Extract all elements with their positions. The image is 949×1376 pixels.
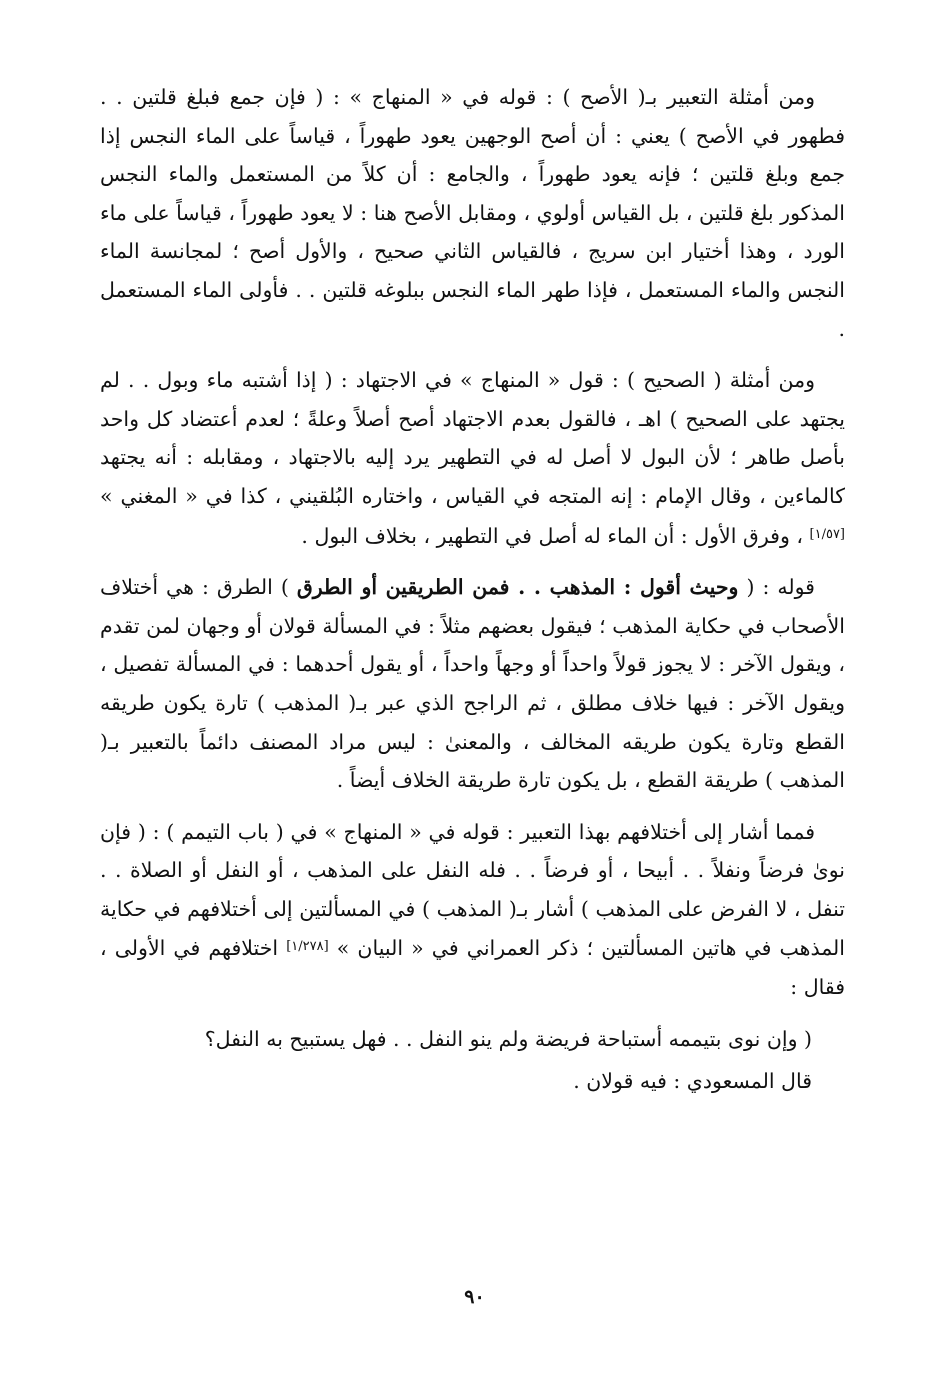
- reference-marker: [١/٥٧]: [809, 526, 845, 542]
- paragraph-madhhab-text: ) الطرق : هي أختلاف الأصحاب في حكاية المذهب ؛ فيقول بعضهم مثلاً : في المسألة قولان أو وجهان لمن تقدم ، ويقول الآخر : لا يجوز قولاً واحداً أو وجهاً واحداً ، أو يقول أحدهما : في المسألة تفصيل ، ويقول الآخر : فيها خلاف مطلق ، ثم الراجح الذي عبر بـ( المذهب ) تارة يكون طريقه القطع وتارة يكون طريقه المخالف ، والمعنىٰ : ليس مراد المصنف دائماً بالتعبير بـ( المذهب ) طريقة القطع ، بل يكون تارة طريقة الخلاف أيضاً .: [100, 575, 845, 793]
- paragraph-tayammum-text: فمما أشار إلى أختلافهم بهذا التعبير : قوله في « المنهاج » في ( باب التيمم ) : ( فإن نوىٰ فرضاً ونفلاً . . أبيحا ، أو فرضاً . . فله النفل على المذهب ، أو النفل أو الصلاة . . تنفل ، لا الفرض على المذهب ) أشار بـ( المذهب ) في المسألتين إلى أختلافهم في حكاية المذهب في هاتين المسألتين ؛ ذكر العمراني في « البيان »: [100, 819, 845, 961]
- paragraph-madhhab-definition: [100, 568, 845, 800]
- block-quote-line-1: ( وإن نوى بتيممه أستباحة فريضة ولم ينو النفل . . فهل يستبيح به النفل؟: [204, 1026, 812, 1051]
- paragraph-sahih-continuation: ، وفرق الأول : أن الماء له أصل في التطهير ، بخلاف البول .: [301, 523, 803, 548]
- block-quote-line-2: قال المسعودي : فيه قولان .: [573, 1069, 812, 1094]
- reference-marker: [١/٢٧٨]: [286, 939, 329, 955]
- paragraph-tayammum: [100, 813, 845, 1007]
- bold-quote: وحيث أقول : المذهب . . فمن الطريقين أو الطرق: [296, 575, 739, 600]
- paragraph-tayammum-continuation: اختلافهم في الأولى ، فقال :: [100, 936, 845, 1000]
- paragraph-asahh: ومن أمثلة التعبير بـ( الأصح ) : قوله في « المنهاج » : ( فإن جمع فبلغ قلتين . . فطهور في الأصح ) يعني : أن أصح الوجهين يعود طهوراً ، قياساً على الماء النجس إذا جمع وبلغ قلتين ؛ فإنه يعود طهوراً ، والجامع : أن كلاً من المستعمل والماء النجس المذكور بلغ قلتين ، بل القياس أولوي ، ومقابل الأصح هنا : لا يعود طهوراً ، قياساً على ماء الورد ، وهذا أختيار ابن سريج ، فالقياس الثاني صحيح ، والأول أصح ؛ لمجانسة الماء النجس والماء المستعمل ، فإذا طهر الماء النجس ببلوغه قلتين . . فأولى الماء المستعمل .: [100, 85, 845, 341]
- page-number: ٩٠: [464, 1286, 485, 1308]
- paragraph-sahih: [100, 361, 845, 555]
- paragraph-sahih-text: ومن أمثلة ( الصحيح ) : قول « المنهاج » في الاجتهاد : ( إذا أشتبه ماء وبول . . لم يجتهد على الصحيح ) اهـ ، فالقول بعدم الاجتهاد أصح أصلاً وعلةً ؛ لعدم أعتضاد كل واحد بأصل طاهر ؛ لأن البول لا أصل له في التطهير يرد إليه بالاجتهاد ، ومقابله : أنه يجتهد كالماءين ، وقال الإمام : إنه المتجه في القياس ، واختاره البُلقيني ، كذا في « المغني »: [100, 368, 845, 508]
- quote-lead: قوله : (: [738, 575, 815, 600]
